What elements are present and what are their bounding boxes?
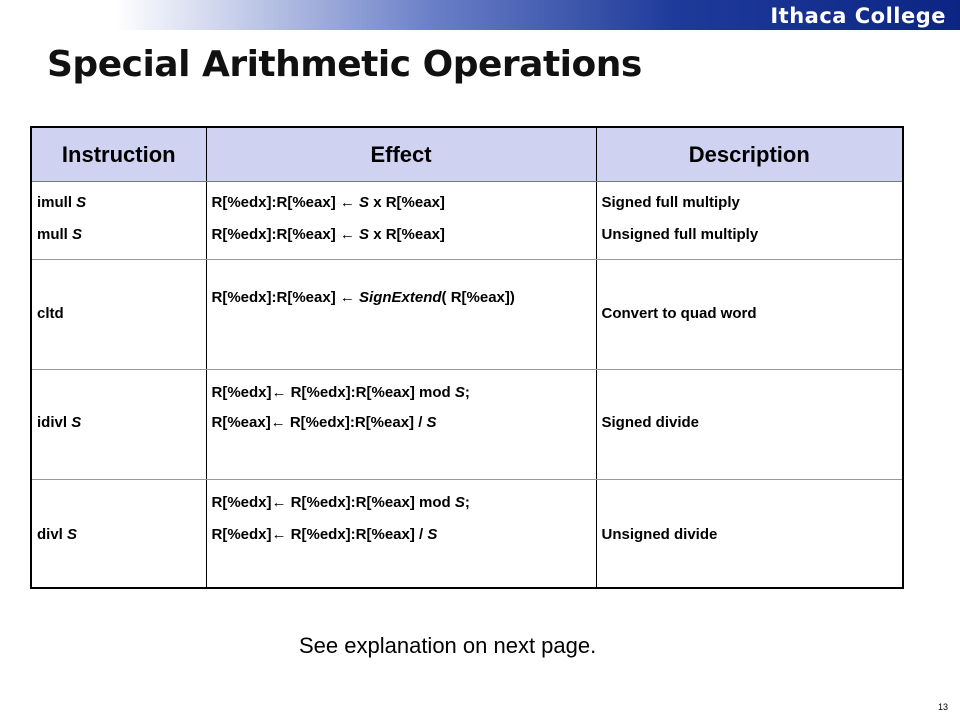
table-row	[31, 370, 903, 480]
instruction-cell	[31, 370, 206, 480]
effect-text: R[%edx]:R[%eax] ← SignExtend( R[%eax])	[211, 289, 515, 306]
explanation-note: See explanation on next page.	[299, 633, 597, 658]
effect-text: R[%edx]← R[%edx]:R[%eax] mod S;	[211, 494, 470, 511]
effect-cell	[206, 370, 596, 480]
effect-text: R[%edx]:R[%eax] ← S x R[%eax]	[211, 226, 445, 243]
effect-cell	[206, 182, 596, 260]
description-cell	[596, 480, 903, 588]
table-header-row	[31, 127, 903, 182]
column-header-description: Description	[596, 127, 903, 182]
column-header-effect: Effect	[206, 127, 596, 182]
instruction-text: cltd	[37, 305, 64, 322]
description-cell	[596, 370, 903, 480]
effect-text: R[%eax]← R[%edx]:R[%eax] / S	[211, 414, 437, 431]
table-row	[31, 260, 903, 370]
description-text: Signed divide	[601, 414, 700, 431]
header-banner	[0, 0, 960, 30]
page-number: 13	[937, 702, 948, 712]
effect-text: R[%edx]:R[%eax] ← S x R[%eax]	[211, 194, 445, 211]
instruction-cell	[31, 260, 206, 370]
instruction-cell	[31, 182, 206, 260]
description-text: Unsigned full multiply	[601, 226, 759, 243]
instruction-text: idivl S	[37, 414, 82, 431]
instruction-text: divl S	[37, 526, 78, 543]
slide-title: Special Arithmetic Operations	[47, 44, 642, 85]
description-text: Convert to quad word	[601, 305, 757, 322]
description-cell	[596, 182, 903, 260]
description-cell	[596, 260, 903, 370]
table-row	[31, 480, 903, 588]
effect-text: R[%edx]← R[%edx]:R[%eax] mod S;	[211, 384, 470, 401]
instruction-cell	[31, 480, 206, 588]
effect-text: R[%edx]← R[%edx]:R[%eax] / S	[211, 526, 438, 543]
operations-table	[30, 126, 904, 589]
brand-logo: Ithaca College	[770, 4, 946, 28]
description-text: Unsigned divide	[601, 526, 718, 543]
instruction-text: imull S	[37, 194, 87, 211]
description-text: Signed full multiply	[601, 194, 740, 211]
instruction-text: mull S	[37, 226, 83, 243]
table-row	[31, 182, 903, 260]
column-header-instruction: Instruction	[31, 127, 206, 182]
effect-cell	[206, 260, 596, 370]
effect-cell	[206, 480, 596, 588]
